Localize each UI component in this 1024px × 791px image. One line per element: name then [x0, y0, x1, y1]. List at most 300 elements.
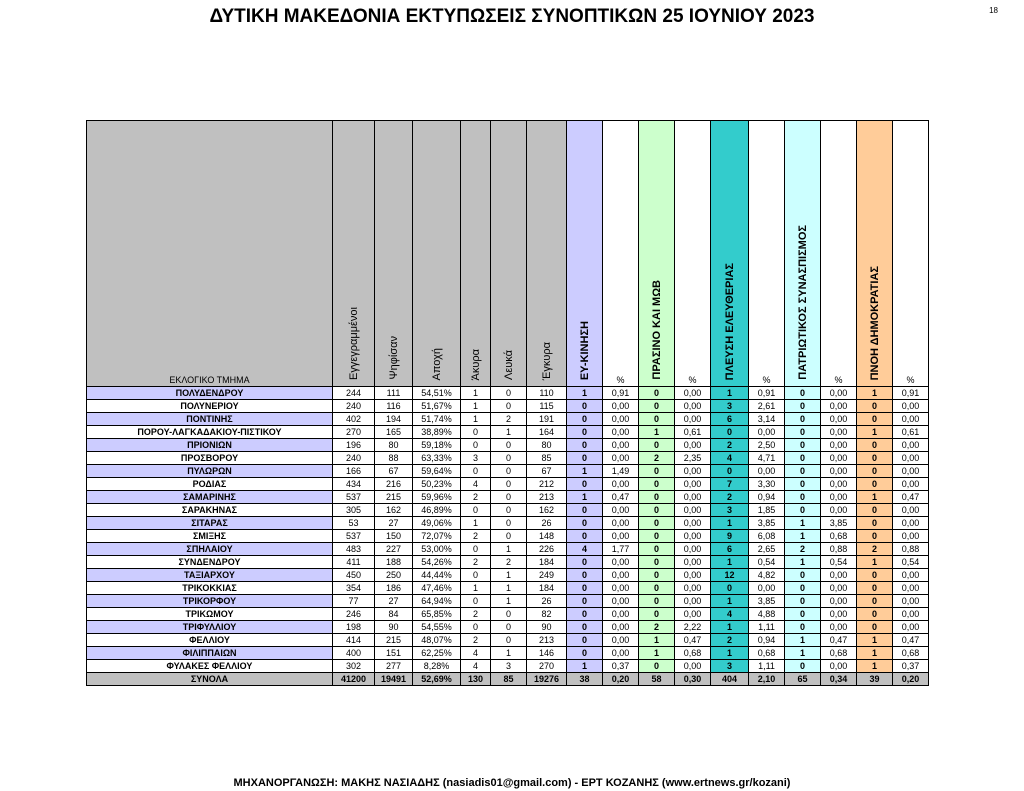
party-pct-cell: 0,00 — [821, 400, 857, 413]
station-name: ΣΜΙΞΗΣ — [87, 530, 333, 543]
party-pct-cell: 0,68 — [749, 647, 785, 660]
table-cell: 305 — [333, 504, 375, 517]
party-votes-cell: 0 — [785, 465, 821, 478]
party-votes-cell: 0 — [711, 465, 749, 478]
party-pct-cell: 0,47 — [893, 491, 929, 504]
table-cell: 1 — [491, 595, 527, 608]
party-votes-cell: 0 — [785, 439, 821, 452]
party-pct-cell: 4,88 — [749, 608, 785, 621]
station-name: ΣΑΜΑΡΙΝΗΣ — [87, 491, 333, 504]
table-cell: 130 — [461, 673, 491, 686]
table-cell: 64,94% — [413, 595, 461, 608]
party-pct-cell: 4,71 — [749, 452, 785, 465]
header-invalid: Άκυρα — [461, 121, 491, 387]
party-pct-cell: 6,08 — [749, 530, 785, 543]
party-votes-cell: 0 — [785, 660, 821, 673]
table-row — [87, 465, 929, 478]
party-pct-cell: 0,00 — [603, 478, 639, 491]
results-table — [86, 120, 929, 686]
party-pct-cell: 0,00 — [821, 478, 857, 491]
party-pct-cell: 0,00 — [821, 504, 857, 517]
party-votes-cell: 38 — [567, 673, 603, 686]
party-pct-cell: 0,88 — [821, 543, 857, 556]
party-pct-cell: 0,00 — [675, 517, 711, 530]
party-votes-cell: 0 — [785, 504, 821, 517]
table-cell: 0 — [491, 387, 527, 400]
party-pct-cell: 0,00 — [821, 621, 857, 634]
table-cell: 0 — [491, 517, 527, 530]
table-row — [87, 530, 929, 543]
table-cell: 1 — [461, 413, 491, 426]
party-votes-cell: 2 — [785, 543, 821, 556]
party-pct-cell: 0,00 — [893, 504, 929, 517]
party-votes-cell: 1 — [567, 465, 603, 478]
party-pct-cell: 0,00 — [603, 569, 639, 582]
party-votes-cell: 4 — [711, 452, 749, 465]
table-row — [87, 426, 929, 439]
party-votes-cell: 0 — [785, 426, 821, 439]
party-votes-cell: 1 — [857, 556, 893, 569]
table-row — [87, 413, 929, 426]
table-cell: 0 — [461, 504, 491, 517]
party-votes-cell: 0 — [857, 517, 893, 530]
party-votes-cell: 0 — [857, 413, 893, 426]
party-pct-cell: 0,54 — [749, 556, 785, 569]
party-pct-cell: 0,47 — [675, 634, 711, 647]
party-votes-cell: 3 — [711, 504, 749, 517]
party-votes-cell: 0 — [711, 582, 749, 595]
party-pct-cell: 0,20 — [603, 673, 639, 686]
station-name: ΠΟΛΥΔΕΝΔΡΟΥ — [87, 387, 333, 400]
table-cell: 0 — [491, 439, 527, 452]
table-cell: 162 — [375, 504, 413, 517]
party-votes-cell: 0 — [857, 621, 893, 634]
party-votes-cell: 9 — [711, 530, 749, 543]
table-row — [87, 608, 929, 621]
table-cell: 2 — [461, 634, 491, 647]
table-cell: 0 — [491, 452, 527, 465]
table-cell: 54,51% — [413, 387, 461, 400]
table-cell: 84 — [375, 608, 413, 621]
table-cell: 59,64% — [413, 465, 461, 478]
table-cell: 411 — [333, 556, 375, 569]
table-cell: 165 — [375, 426, 413, 439]
party-votes-cell: 0 — [639, 530, 675, 543]
table-cell: 0 — [491, 465, 527, 478]
party-votes-cell: 1 — [711, 517, 749, 530]
table-cell: 215 — [375, 634, 413, 647]
table-cell: 67 — [527, 465, 567, 478]
party-votes-cell: 404 — [711, 673, 749, 686]
station-name: ΦΕΛΛΙΟΥ — [87, 634, 333, 647]
party-pct-cell: 0,30 — [675, 673, 711, 686]
party-votes-cell: 1 — [857, 491, 893, 504]
page-number: 18 — [989, 6, 998, 15]
table-cell: 354 — [333, 582, 375, 595]
table-row — [87, 491, 929, 504]
party-pct-cell: 0,00 — [749, 582, 785, 595]
party-votes-cell: 0 — [567, 621, 603, 634]
table-cell: 72,07% — [413, 530, 461, 543]
party-votes-cell: 0 — [567, 400, 603, 413]
party-pct-cell: 0,00 — [603, 608, 639, 621]
party-votes-cell: 1 — [567, 660, 603, 673]
party-pct-cell: 0,00 — [893, 530, 929, 543]
party-votes-cell: 1 — [857, 426, 893, 439]
station-name: ΣΠΗΛΑΙΟΥ — [87, 543, 333, 556]
table-cell: 0 — [461, 543, 491, 556]
party-pct-cell: 0,00 — [603, 647, 639, 660]
table-cell: 19491 — [375, 673, 413, 686]
party-pct-cell: 0,00 — [675, 530, 711, 543]
party-pct-cell: 0,37 — [893, 660, 929, 673]
party-votes-cell: 0 — [785, 387, 821, 400]
header-turnout: Αποχή — [413, 121, 461, 387]
table-cell: 166 — [333, 465, 375, 478]
table-cell: 213 — [527, 491, 567, 504]
table-cell: 0 — [491, 491, 527, 504]
party-votes-cell: 1 — [857, 634, 893, 647]
table-cell: 62,25% — [413, 647, 461, 660]
table-cell: 0 — [491, 634, 527, 647]
party-votes-cell: 0 — [711, 426, 749, 439]
table-cell: 0 — [491, 608, 527, 621]
table-cell: 450 — [333, 569, 375, 582]
party-votes-cell: 1 — [785, 530, 821, 543]
party-pct-cell: 0,00 — [603, 517, 639, 530]
party-pct-cell: 0,00 — [675, 582, 711, 595]
party-votes-cell: 4 — [711, 608, 749, 621]
table-row — [87, 517, 929, 530]
party-pct-cell: 4,82 — [749, 569, 785, 582]
header-row — [87, 121, 929, 387]
table-row — [87, 621, 929, 634]
party-pct-cell: 0,94 — [749, 634, 785, 647]
party-votes-cell: 0 — [857, 465, 893, 478]
table-cell: 226 — [527, 543, 567, 556]
table-body — [87, 387, 929, 686]
table-cell: 2 — [461, 530, 491, 543]
party-pct-cell: 0,34 — [821, 673, 857, 686]
party-votes-cell: 0 — [857, 504, 893, 517]
table-cell: 90 — [527, 621, 567, 634]
party-pct-cell: 0,00 — [893, 439, 929, 452]
party-pct-cell: 1,85 — [749, 504, 785, 517]
table-cell: 244 — [333, 387, 375, 400]
table-cell: 54,26% — [413, 556, 461, 569]
party-votes-cell: 0 — [857, 608, 893, 621]
party-votes-cell: 0 — [639, 478, 675, 491]
party-votes-cell: 1 — [857, 387, 893, 400]
table-cell: 194 — [375, 413, 413, 426]
table-cell: 191 — [527, 413, 567, 426]
party-pct-cell: 0,00 — [603, 426, 639, 439]
station-name: ΠΡΟΣΒΟΡΟΥ — [87, 452, 333, 465]
party-pct-cell: 0,00 — [893, 452, 929, 465]
party-votes-cell: 0 — [785, 621, 821, 634]
station-name: ΣΙΤΑΡΑΣ — [87, 517, 333, 530]
party-pct-cell: 0,00 — [893, 517, 929, 530]
table-cell: 302 — [333, 660, 375, 673]
party-pct-cell: 0,00 — [675, 400, 711, 413]
party-votes-cell: 2 — [711, 439, 749, 452]
party-votes-cell: 3 — [711, 660, 749, 673]
table-cell: 0 — [461, 465, 491, 478]
party-pct-cell: 0,00 — [675, 465, 711, 478]
party-votes-cell: 12 — [711, 569, 749, 582]
table-cell: 249 — [527, 569, 567, 582]
table-cell: 51,67% — [413, 400, 461, 413]
header-party-1: ΠΡΑΣΙΝΟ ΚΑΙ ΜΩΒ — [639, 121, 675, 387]
header-party-0: ΕΥ-ΚΙΝΗΣΗ — [567, 121, 603, 387]
table-cell: 4 — [461, 478, 491, 491]
station-name: ΤΡΙΚΟΡΦΟΥ — [87, 595, 333, 608]
station-name: ΦΥΛΑΚΕΣ ΦΕΛΛΙΟΥ — [87, 660, 333, 673]
table-cell: 50,23% — [413, 478, 461, 491]
party-votes-cell: 7 — [711, 478, 749, 491]
table-row — [87, 647, 929, 660]
station-name: ΡΟΔΙΑΣ — [87, 478, 333, 491]
party-votes-cell: 0 — [567, 634, 603, 647]
table-cell: 44,44% — [413, 569, 461, 582]
header-station: ΕΚΛΟΓΙΚΟ ΤΜΗΜΑ — [87, 121, 333, 387]
table-cell: 215 — [375, 491, 413, 504]
table-cell: 270 — [527, 660, 567, 673]
table-cell: 2 — [491, 413, 527, 426]
table-cell: 2 — [461, 608, 491, 621]
party-pct-cell: 0,68 — [821, 647, 857, 660]
table-cell: 0 — [491, 400, 527, 413]
party-pct-cell: 0,00 — [603, 582, 639, 595]
table-cell: 4 — [461, 647, 491, 660]
party-votes-cell: 2 — [857, 543, 893, 556]
party-votes-cell: 2 — [711, 634, 749, 647]
party-pct-cell: 0,00 — [821, 452, 857, 465]
page-title: ΔΥΤΙΚΗ ΜΑΚΕΔΟΝΙΑ ΕΚΤΥΠΩΣΕΙΣ ΣΥΝΟΠΤΙΚΩΝ 25 ΙΟΥΝΙΟΥ 2023 — [209, 6, 815, 27]
station-name: ΤΡΙΚΩΜΟΥ — [87, 608, 333, 621]
party-votes-cell: 0 — [785, 452, 821, 465]
party-pct-cell: 0,00 — [821, 439, 857, 452]
table-cell: 196 — [333, 439, 375, 452]
header-pct-1: % — [675, 121, 711, 387]
table-cell: 47,46% — [413, 582, 461, 595]
table-cell: 0 — [491, 478, 527, 491]
party-votes-cell: 6 — [711, 543, 749, 556]
party-pct-cell: 0,68 — [893, 647, 929, 660]
table-cell: 110 — [527, 387, 567, 400]
table-cell: 82 — [527, 608, 567, 621]
party-pct-cell: 0,00 — [821, 660, 857, 673]
party-votes-cell: 0 — [857, 569, 893, 582]
header-pct-4: % — [893, 121, 929, 387]
party-pct-cell: 0,00 — [675, 556, 711, 569]
station-name: ΣΥΝΔΕΝΔΡΟΥ — [87, 556, 333, 569]
party-pct-cell: 0,47 — [821, 634, 857, 647]
party-votes-cell: 1 — [785, 647, 821, 660]
table-cell: 240 — [333, 452, 375, 465]
table-cell: 250 — [375, 569, 413, 582]
party-votes-cell: 0 — [639, 660, 675, 673]
party-pct-cell: 0,00 — [821, 608, 857, 621]
party-pct-cell: 0,00 — [675, 608, 711, 621]
party-votes-cell: 2 — [639, 621, 675, 634]
party-pct-cell: 0,47 — [603, 491, 639, 504]
party-pct-cell: 0,00 — [821, 582, 857, 595]
table-cell: 186 — [375, 582, 413, 595]
party-votes-cell: 0 — [567, 517, 603, 530]
party-pct-cell: 0,00 — [675, 413, 711, 426]
table-cell: 2 — [461, 556, 491, 569]
table-cell: 212 — [527, 478, 567, 491]
party-votes-cell: 0 — [639, 556, 675, 569]
station-name: ΤΑΞΙΑΡΧΟΥ — [87, 569, 333, 582]
party-pct-cell: 1,49 — [603, 465, 639, 478]
party-pct-cell: 2,65 — [749, 543, 785, 556]
party-pct-cell: 0,00 — [821, 569, 857, 582]
table-cell: 27 — [375, 595, 413, 608]
table-cell: 0 — [461, 426, 491, 439]
table-cell: 19276 — [527, 673, 567, 686]
party-pct-cell: 0,00 — [893, 569, 929, 582]
party-pct-cell: 0,91 — [893, 387, 929, 400]
party-votes-cell: 0 — [639, 400, 675, 413]
party-pct-cell: 0,00 — [821, 387, 857, 400]
party-votes-cell: 0 — [785, 491, 821, 504]
party-votes-cell: 65 — [785, 673, 821, 686]
table-cell: 59,96% — [413, 491, 461, 504]
party-pct-cell: 0,00 — [749, 465, 785, 478]
party-votes-cell: 0 — [639, 504, 675, 517]
table-row — [87, 569, 929, 582]
table-cell: 4 — [461, 660, 491, 673]
table-cell: 46,89% — [413, 504, 461, 517]
party-pct-cell: 0,00 — [603, 452, 639, 465]
party-pct-cell: 0,00 — [603, 621, 639, 634]
party-votes-cell: 0 — [567, 439, 603, 452]
header-valid: Έγκυρα — [527, 121, 567, 387]
table-cell: 1 — [491, 582, 527, 595]
party-votes-cell: 58 — [639, 673, 675, 686]
table-cell: 184 — [527, 556, 567, 569]
party-pct-cell: 0,00 — [821, 413, 857, 426]
party-pct-cell: 0,54 — [893, 556, 929, 569]
table-cell: 0 — [461, 621, 491, 634]
party-pct-cell: 2,35 — [675, 452, 711, 465]
party-pct-cell: 0,00 — [893, 608, 929, 621]
table-cell: 0 — [491, 530, 527, 543]
table-cell: 52,69% — [413, 673, 461, 686]
party-votes-cell: 0 — [639, 543, 675, 556]
party-votes-cell: 1 — [857, 660, 893, 673]
party-votes-cell: 1 — [639, 647, 675, 660]
party-pct-cell: 0,00 — [603, 439, 639, 452]
station-name: ΤΡΙΚΟΚΚΙΑΣ — [87, 582, 333, 595]
party-pct-cell: 3,14 — [749, 413, 785, 426]
party-votes-cell: 1 — [785, 517, 821, 530]
totals-row — [87, 673, 929, 686]
party-pct-cell: 0,00 — [893, 465, 929, 478]
party-pct-cell: 0,94 — [749, 491, 785, 504]
table-row — [87, 582, 929, 595]
party-pct-cell: 0,00 — [603, 634, 639, 647]
header-registered: Εγγεγραμμένοι — [333, 121, 375, 387]
table-row — [87, 660, 929, 673]
party-votes-cell: 0 — [785, 608, 821, 621]
table-cell: 150 — [375, 530, 413, 543]
table-cell: 53,00% — [413, 543, 461, 556]
table-cell: 2 — [491, 556, 527, 569]
table-cell: 1 — [491, 543, 527, 556]
table-cell: 483 — [333, 543, 375, 556]
header-party-2: ΠΛΕΥΣΗ ΕΛΕΥΘΕΡΙΑΣ — [711, 121, 749, 387]
table-cell: 246 — [333, 608, 375, 621]
table-cell: 162 — [527, 504, 567, 517]
party-votes-cell: 0 — [857, 439, 893, 452]
party-votes-cell: 0 — [567, 582, 603, 595]
table-row — [87, 504, 929, 517]
party-votes-cell: 1 — [785, 634, 821, 647]
table-cell: 51,74% — [413, 413, 461, 426]
table-cell: 65,85% — [413, 608, 461, 621]
party-pct-cell: 0,61 — [675, 426, 711, 439]
party-pct-cell: 3,85 — [749, 517, 785, 530]
table-cell: 85 — [527, 452, 567, 465]
party-pct-cell: 0,00 — [821, 426, 857, 439]
station-name: ΠΡΙΟΝΙΩΝ — [87, 439, 333, 452]
party-votes-cell: 0 — [639, 387, 675, 400]
table-cell: 48,07% — [413, 634, 461, 647]
party-votes-cell: 0 — [567, 452, 603, 465]
table-cell: 188 — [375, 556, 413, 569]
table-cell: 537 — [333, 530, 375, 543]
party-votes-cell: 0 — [567, 556, 603, 569]
party-pct-cell: 0,00 — [821, 465, 857, 478]
table-row — [87, 452, 929, 465]
footer-credits: ΜΗΧΑΝΟΡΓΑΝΩΣΗ: ΜΑΚΗΣ ΝΑΣΙΑΔΗΣ (nasiadis01@gmail.com) - ΕΡΤ ΚΟΖΑΝΗΣ (www.ertnews.gr/kozani) — [233, 777, 791, 789]
party-votes-cell: 1 — [567, 387, 603, 400]
party-pct-cell: 1,11 — [749, 660, 785, 673]
table-cell: 77 — [333, 595, 375, 608]
table-row — [87, 634, 929, 647]
table-cell: 240 — [333, 400, 375, 413]
party-votes-cell: 0 — [639, 582, 675, 595]
table-cell: 0 — [491, 504, 527, 517]
party-pct-cell: 0,54 — [821, 556, 857, 569]
party-pct-cell: 0,00 — [675, 504, 711, 517]
party-votes-cell: 0 — [639, 595, 675, 608]
table-cell: 227 — [375, 543, 413, 556]
party-votes-cell: 1 — [711, 621, 749, 634]
table-cell: 26 — [527, 517, 567, 530]
party-votes-cell: 0 — [567, 595, 603, 608]
party-pct-cell: 0,00 — [821, 491, 857, 504]
party-votes-cell: 0 — [639, 517, 675, 530]
table-cell: 59,18% — [413, 439, 461, 452]
table-cell: 270 — [333, 426, 375, 439]
party-pct-cell: 0,00 — [675, 660, 711, 673]
party-votes-cell: 0 — [567, 504, 603, 517]
party-votes-cell: 0 — [857, 452, 893, 465]
party-pct-cell: 3,85 — [749, 595, 785, 608]
party-votes-cell: 1 — [639, 634, 675, 647]
party-pct-cell: 0,00 — [675, 478, 711, 491]
station-name: ΠΟΡΟΥ-ΛΑΓΚΑΔΑΚΙΟΥ-ΠΙΣΤΙΚΟΥ — [87, 426, 333, 439]
party-votes-cell: 1 — [711, 647, 749, 660]
table-cell: 1 — [491, 426, 527, 439]
party-votes-cell: 0 — [785, 582, 821, 595]
table-cell: 434 — [333, 478, 375, 491]
table-cell: 67 — [375, 465, 413, 478]
